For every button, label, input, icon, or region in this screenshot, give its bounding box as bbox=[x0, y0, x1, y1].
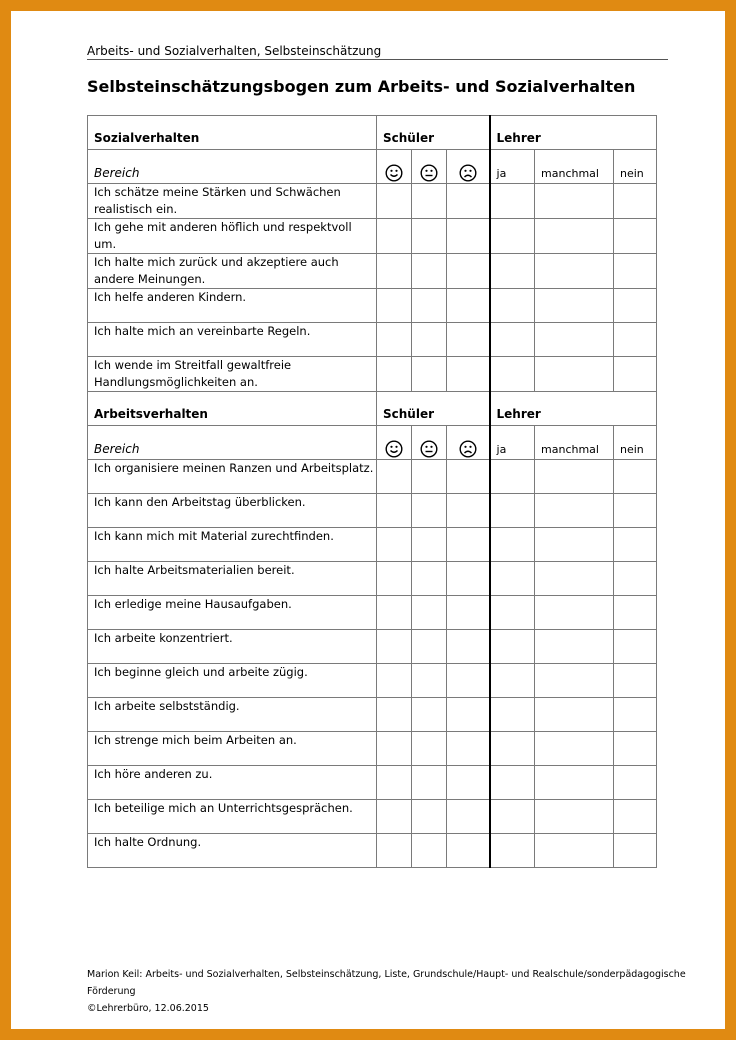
self-happy-cell[interactable] bbox=[377, 219, 412, 254]
self-sad-cell[interactable] bbox=[447, 800, 490, 834]
lehrer-option-ja: ja bbox=[490, 426, 535, 460]
teacher-ja-cell[interactable] bbox=[490, 460, 535, 494]
teacher-manchmal-cell[interactable] bbox=[535, 766, 614, 800]
teacher-manchmal-cell[interactable] bbox=[535, 698, 614, 732]
teacher-manchmal-cell[interactable] bbox=[535, 596, 614, 630]
teacher-nein-cell[interactable] bbox=[614, 562, 657, 596]
section-heading: Sozialverhalten bbox=[88, 116, 377, 150]
teacher-ja-cell[interactable] bbox=[490, 494, 535, 528]
self-neutral-cell[interactable] bbox=[412, 494, 447, 528]
teacher-manchmal-cell[interactable] bbox=[535, 254, 614, 289]
table-row bbox=[88, 766, 657, 800]
self-sad-cell[interactable] bbox=[447, 184, 490, 219]
table-row bbox=[88, 698, 657, 732]
teacher-ja-cell[interactable] bbox=[490, 528, 535, 562]
item-label: Ich halte mich zurück und akzeptiere auch andere Meinungen. bbox=[88, 254, 377, 289]
self-happy-cell[interactable] bbox=[377, 562, 412, 596]
table-row bbox=[88, 562, 657, 596]
lehrer-option-nein: nein bbox=[614, 150, 657, 184]
teacher-ja-cell[interactable] bbox=[490, 254, 535, 289]
teacher-nein-cell[interactable] bbox=[614, 528, 657, 562]
teacher-nein-cell[interactable] bbox=[614, 184, 657, 219]
table-row bbox=[88, 800, 657, 834]
self-neutral-cell[interactable] bbox=[412, 528, 447, 562]
teacher-ja-cell[interactable] bbox=[490, 766, 535, 800]
self-neutral-cell[interactable] bbox=[412, 664, 447, 698]
teacher-ja-cell[interactable] bbox=[490, 732, 535, 766]
self-neutral-cell[interactable] bbox=[412, 460, 447, 494]
self-sad-cell[interactable] bbox=[447, 254, 490, 289]
self-sad-cell[interactable] bbox=[447, 289, 490, 323]
item-label: Ich helfe anderen Kindern. bbox=[88, 289, 377, 323]
table-row bbox=[88, 219, 657, 254]
footer-copyright: ©Lehrerbüro, 12.06.2015 bbox=[87, 1003, 209, 1014]
teacher-ja-cell[interactable] bbox=[490, 357, 535, 392]
teacher-manchmal-cell[interactable] bbox=[535, 184, 614, 219]
smiley-neutral-icon bbox=[412, 150, 447, 184]
self-happy-cell[interactable] bbox=[377, 289, 412, 323]
self-sad-cell[interactable] bbox=[447, 562, 490, 596]
self-neutral-cell[interactable] bbox=[412, 596, 447, 630]
item-label: Ich schätze meine Stärken und Schwächen realistisch ein. bbox=[88, 184, 377, 219]
section-header-row bbox=[88, 392, 657, 426]
teacher-ja-cell[interactable] bbox=[490, 596, 535, 630]
self-happy-cell[interactable] bbox=[377, 323, 412, 357]
teacher-nein-cell[interactable] bbox=[614, 766, 657, 800]
smiley-happy-icon bbox=[377, 426, 412, 460]
bereich-row bbox=[88, 150, 657, 184]
self-happy-cell[interactable] bbox=[377, 630, 412, 664]
self-neutral-cell[interactable] bbox=[412, 800, 447, 834]
self-happy-cell[interactable] bbox=[377, 732, 412, 766]
bereich-label: Bereich bbox=[88, 426, 377, 460]
self-sad-cell[interactable] bbox=[447, 460, 490, 494]
teacher-nein-cell[interactable] bbox=[614, 494, 657, 528]
self-sad-cell[interactable] bbox=[447, 630, 490, 664]
table-row bbox=[88, 184, 657, 219]
item-label: Ich halte Arbeitsmaterialien bereit. bbox=[88, 562, 377, 596]
schueler-label: Schüler bbox=[377, 116, 490, 150]
lehrer-label: Lehrer bbox=[490, 392, 657, 426]
item-label: Ich kann den Arbeitstag überblicken. bbox=[88, 494, 377, 528]
self-neutral-cell[interactable] bbox=[412, 766, 447, 800]
self-sad-cell[interactable] bbox=[447, 357, 490, 392]
smiley-neutral-icon bbox=[412, 426, 447, 460]
item-label: Ich beginne gleich und arbeite zügig. bbox=[88, 664, 377, 698]
teacher-nein-cell[interactable] bbox=[614, 834, 657, 868]
teacher-manchmal-cell[interactable] bbox=[535, 800, 614, 834]
teacher-manchmal-cell[interactable] bbox=[535, 834, 614, 868]
item-label: Ich arbeite konzentriert. bbox=[88, 630, 377, 664]
teacher-ja-cell[interactable] bbox=[490, 834, 535, 868]
teacher-manchmal-cell[interactable] bbox=[535, 357, 614, 392]
page bbox=[11, 11, 725, 1029]
self-neutral-cell[interactable] bbox=[412, 834, 447, 868]
teacher-manchmal-cell[interactable] bbox=[535, 494, 614, 528]
teacher-nein-cell[interactable] bbox=[614, 664, 657, 698]
self-happy-cell[interactable] bbox=[377, 254, 412, 289]
teacher-ja-cell[interactable] bbox=[490, 800, 535, 834]
smiley-sad-icon bbox=[447, 426, 490, 460]
table-row bbox=[88, 289, 657, 323]
self-neutral-cell[interactable] bbox=[412, 357, 447, 392]
teacher-nein-cell[interactable] bbox=[614, 219, 657, 254]
self-sad-cell[interactable] bbox=[447, 766, 490, 800]
section-heading: Arbeitsverhalten bbox=[88, 392, 377, 426]
table-row bbox=[88, 460, 657, 494]
table-row bbox=[88, 630, 657, 664]
lehrer-label: Lehrer bbox=[490, 116, 657, 150]
table-row bbox=[88, 357, 657, 392]
self-happy-cell[interactable] bbox=[377, 460, 412, 494]
self-happy-cell[interactable] bbox=[377, 766, 412, 800]
self-happy-cell[interactable] bbox=[377, 664, 412, 698]
teacher-nein-cell[interactable] bbox=[614, 254, 657, 289]
lehrer-option-manchmal: manchmal bbox=[535, 150, 614, 184]
teacher-manchmal-cell[interactable] bbox=[535, 219, 614, 254]
table-row bbox=[88, 528, 657, 562]
table-row bbox=[88, 732, 657, 766]
lehrer-option-ja: ja bbox=[490, 150, 535, 184]
teacher-nein-cell[interactable] bbox=[614, 596, 657, 630]
teacher-ja-cell[interactable] bbox=[490, 562, 535, 596]
teacher-manchmal-cell[interactable] bbox=[535, 732, 614, 766]
self-sad-cell[interactable] bbox=[447, 596, 490, 630]
lehrer-option-nein: nein bbox=[614, 426, 657, 460]
bereich-label: Bereich bbox=[88, 150, 377, 184]
self-neutral-cell[interactable] bbox=[412, 562, 447, 596]
teacher-ja-cell[interactable] bbox=[490, 664, 535, 698]
teacher-nein-cell[interactable] bbox=[614, 323, 657, 357]
self-happy-cell[interactable] bbox=[377, 800, 412, 834]
self-neutral-cell[interactable] bbox=[412, 323, 447, 357]
teacher-ja-cell[interactable] bbox=[490, 184, 535, 219]
self-neutral-cell[interactable] bbox=[412, 630, 447, 664]
table-row bbox=[88, 664, 657, 698]
self-neutral-cell[interactable] bbox=[412, 219, 447, 254]
teacher-ja-cell[interactable] bbox=[490, 289, 535, 323]
self-neutral-cell[interactable] bbox=[412, 184, 447, 219]
self-sad-cell[interactable] bbox=[447, 664, 490, 698]
lehrer-option-manchmal: manchmal bbox=[535, 426, 614, 460]
smiley-sad-icon bbox=[447, 150, 490, 184]
self-sad-cell[interactable] bbox=[447, 698, 490, 732]
self-sad-cell[interactable] bbox=[447, 834, 490, 868]
schueler-label: Schüler bbox=[377, 392, 490, 426]
teacher-manchmal-cell[interactable] bbox=[535, 664, 614, 698]
table-row bbox=[88, 596, 657, 630]
teacher-manchmal-cell[interactable] bbox=[535, 323, 614, 357]
self-neutral-cell[interactable] bbox=[412, 732, 447, 766]
item-label: Ich arbeite selbstständig. bbox=[88, 698, 377, 732]
page-header: Arbeits- und Sozialverhalten, Selbsteinschätzung bbox=[87, 44, 668, 60]
self-happy-cell[interactable] bbox=[377, 357, 412, 392]
teacher-nein-cell[interactable] bbox=[614, 630, 657, 664]
page-title: Selbsteinschätzungsbogen zum Arbeits- und Sozialverhalten bbox=[87, 77, 636, 96]
teacher-ja-cell[interactable] bbox=[490, 219, 535, 254]
smiley-happy-icon bbox=[377, 150, 412, 184]
self-neutral-cell[interactable] bbox=[412, 254, 447, 289]
teacher-ja-cell[interactable] bbox=[490, 698, 535, 732]
self-neutral-cell[interactable] bbox=[412, 289, 447, 323]
teacher-nein-cell[interactable] bbox=[614, 698, 657, 732]
self-happy-cell[interactable] bbox=[377, 698, 412, 732]
item-label: Ich strenge mich beim Arbeiten an. bbox=[88, 732, 377, 766]
teacher-manchmal-cell[interactable] bbox=[535, 460, 614, 494]
teacher-nein-cell[interactable] bbox=[614, 289, 657, 323]
self-sad-cell[interactable] bbox=[447, 528, 490, 562]
item-label: Ich wende im Streitfall gewaltfreie Handlungsmöglichkeiten an. bbox=[88, 357, 377, 392]
self-happy-cell[interactable] bbox=[377, 528, 412, 562]
assessment-table bbox=[87, 115, 657, 868]
self-sad-cell[interactable] bbox=[447, 323, 490, 357]
teacher-manchmal-cell[interactable] bbox=[535, 562, 614, 596]
self-happy-cell[interactable] bbox=[377, 494, 412, 528]
teacher-manchmal-cell[interactable] bbox=[535, 630, 614, 664]
item-label: Ich kann mich mit Material zurechtfinden. bbox=[88, 528, 377, 562]
teacher-manchmal-cell[interactable] bbox=[535, 528, 614, 562]
item-label: Ich beteilige mich an Unterrichtsgesprächen. bbox=[88, 800, 377, 834]
table-row bbox=[88, 494, 657, 528]
teacher-nein-cell[interactable] bbox=[614, 800, 657, 834]
self-sad-cell[interactable] bbox=[447, 219, 490, 254]
item-label: Ich halte mich an vereinbarte Regeln. bbox=[88, 323, 377, 357]
self-neutral-cell[interactable] bbox=[412, 698, 447, 732]
self-happy-cell[interactable] bbox=[377, 184, 412, 219]
item-label: Ich höre anderen zu. bbox=[88, 766, 377, 800]
table-row bbox=[88, 323, 657, 357]
self-sad-cell[interactable] bbox=[447, 732, 490, 766]
teacher-nein-cell[interactable] bbox=[614, 357, 657, 392]
teacher-manchmal-cell[interactable] bbox=[535, 289, 614, 323]
footer bbox=[87, 966, 687, 1017]
teacher-nein-cell[interactable] bbox=[614, 460, 657, 494]
self-happy-cell[interactable] bbox=[377, 596, 412, 630]
table-row bbox=[88, 834, 657, 868]
section-header-row bbox=[88, 116, 657, 150]
teacher-ja-cell[interactable] bbox=[490, 323, 535, 357]
item-label: Ich erledige meine Hausaufgaben. bbox=[88, 596, 377, 630]
item-label: Ich gehe mit anderen höflich und respektvoll um. bbox=[88, 219, 377, 254]
teacher-ja-cell[interactable] bbox=[490, 630, 535, 664]
item-label: Ich halte Ordnung. bbox=[88, 834, 377, 868]
table-row bbox=[88, 254, 657, 289]
self-happy-cell[interactable] bbox=[377, 834, 412, 868]
bereich-row bbox=[88, 426, 657, 460]
item-label: Ich organisiere meinen Ranzen und Arbeitsplatz. bbox=[88, 460, 377, 494]
footer-credit: Marion Keil: Arbeits- und Sozialverhalten, Selbsteinschätzung, Liste, Grundschule/Haupt- und Realschule/sonderpädagogische Förderung bbox=[87, 969, 686, 997]
teacher-nein-cell[interactable] bbox=[614, 732, 657, 766]
self-sad-cell[interactable] bbox=[447, 494, 490, 528]
